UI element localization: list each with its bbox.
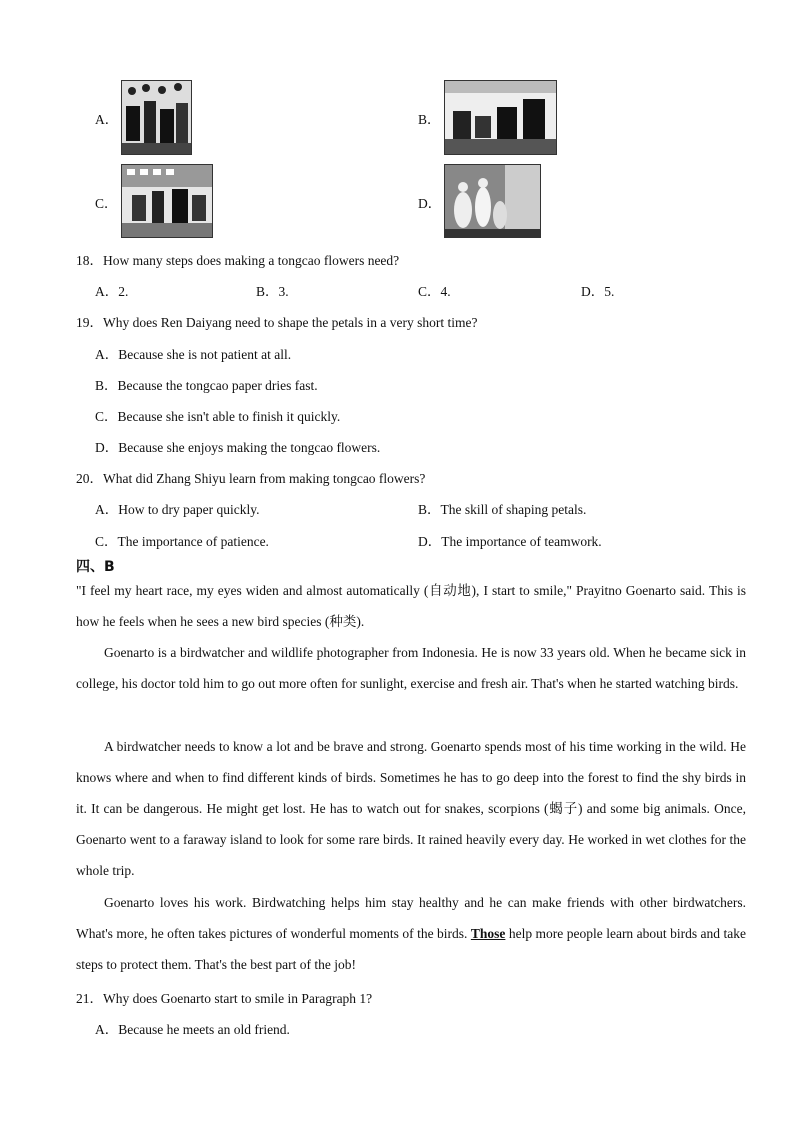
q20-option-a: A．How to dry paper quickly.	[95, 502, 260, 517]
q20-option-d: D．The importance of teamwork.	[418, 534, 602, 549]
q18-stem: 18．How many steps does making a tongcao flowers need?	[76, 253, 400, 268]
q19-option-b: B．Because the tongcao paper dries fast.	[95, 378, 318, 393]
option-d-photo	[444, 164, 541, 238]
option-a-label: A．	[95, 112, 119, 127]
q19-option-a: A．Because she is not patient at all.	[95, 347, 292, 362]
q20-option-c: C．The importance of patience.	[95, 534, 269, 549]
q18-option-c: C．4.	[418, 284, 451, 299]
passage-paragraph-3: A birdwatcher needs to know a lot and be brave and strong. Goenarto spends most of his time working in the wild. He knows where and when to find different kinds of birds. Sometimes he has to go deep into the forest to find the shy birds in it. It can be dangerous. He might get lost. He has to watch out for snakes, scorpions (蝎子) and some big animals. Once, Goenarto went to a faraway island to look for some rare birds. It rained heavily every day. He worked in wet clothes for the whole trip.	[76, 739, 746, 878]
q19-stem: 19．Why does Ren Daiyang need to shape the petals in a very short time?	[76, 315, 478, 330]
option-b-photo	[444, 80, 557, 155]
q19-option-d: D．Because she enjoys making the tongcao flowers.	[95, 440, 381, 455]
q20-option-b: B．The skill of shaping petals.	[418, 502, 587, 517]
q18-option-b: B．3.	[256, 284, 289, 299]
section-heading: 四、B	[76, 559, 115, 575]
option-d-label: D．	[418, 196, 442, 211]
option-b-label: B．	[418, 112, 441, 127]
q18-option-d: D．5.	[581, 284, 615, 299]
option-c-photo	[121, 164, 213, 238]
q21-option-a: A．Because he meets an old friend.	[95, 1022, 290, 1037]
passage-paragraph-2: Goenarto is a birdwatcher and wildlife photographer from Indonesia. He is now 33 years old. When he became sick in college, his doctor told him to go out more often for sunlight, exercise and fresh air. That's when he started watching birds.	[76, 645, 746, 691]
paragraph-4-text-end: help more people learn about birds and take steps to protect them. That's the best part of the job!	[76, 926, 746, 972]
q19-option-c: C．Because she isn't able to finish it quickly.	[95, 409, 341, 424]
paragraph-4-text-start: Goenarto loves his work. Birdwatching helps him stay healthy and he can make friends with other birdwatchers. What's more, he often takes pictures of wonderful moments of the birds.	[76, 895, 746, 941]
q21-stem: 21．Why does Goenarto start to smile in Paragraph 1?	[76, 991, 373, 1006]
underlined-word: Those	[470, 926, 506, 941]
passage-paragraph-4	[76, 887, 746, 980]
passage-paragraph-1: "I feel my heart race, my eyes widen and almost automatically (自动地), I start to smile," Prayitno Goenarto said. This is how he feels when he sees a new bird species (种类).	[76, 583, 746, 629]
option-c-label: C．	[95, 196, 118, 211]
q20-stem: 20．What did Zhang Shiyu learn from making tongcao flowers?	[76, 471, 426, 486]
option-a-photo	[121, 80, 192, 155]
q18-option-a: A．2.	[95, 284, 129, 299]
